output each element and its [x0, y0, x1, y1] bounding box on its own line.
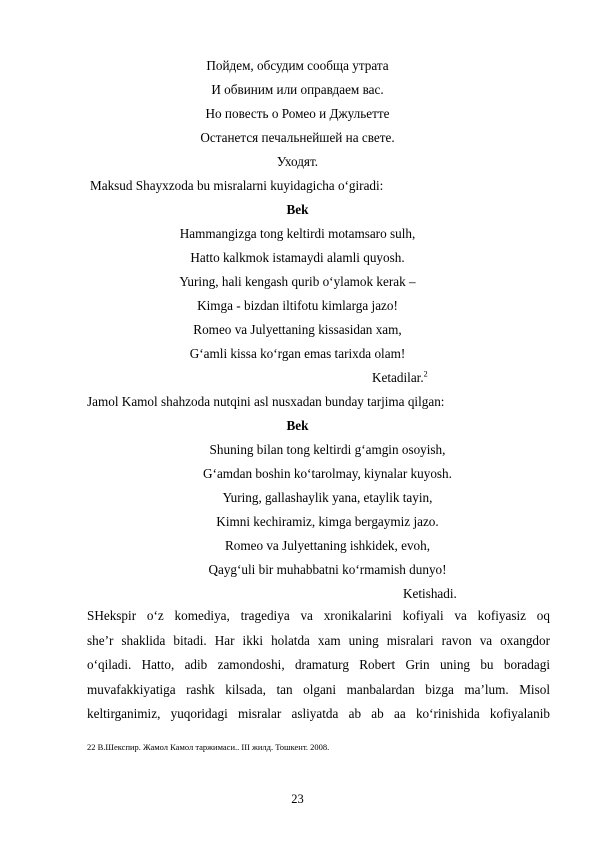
intro-shayxzoda: Maksud Shayxzoda bu misralarni kuyidagicha o‘giradi: — [90, 178, 384, 193]
verse-sh-line-5: Romeo va Julyettaning kissasidan xam, — [193, 322, 402, 337]
footnote-ref: 2 — [423, 369, 428, 379]
stage-direction-1-text: Ketadilar. — [372, 370, 424, 385]
page-number: 23 — [291, 792, 304, 806]
body-paragraph — [87, 604, 550, 727]
verse-jk-line-4: Kimni kechiramiz, kimga bergaymiz jazo. — [216, 514, 439, 529]
verse-ru-line-3: Но повесть о Ромео и Джульетте — [205, 106, 390, 121]
footnote: 22 В.Шекспир. Жамол Камол таржимаси.. III жилд. Тошкент. 2008. — [87, 742, 330, 752]
paragraph-line-3: o‘qiladi. Hatto, adib zamondoshi, dramaturg Robert Grin uning bu boradagi — [87, 657, 550, 673]
paragraph-line-4: muvafakkiyatiga rashk kilsada, tan olgani manbalardan bizga ma’lum. Misol — [87, 681, 550, 697]
verse-sh-line-1: Hammangizga tong keltirdi motamsaro sulh, — [179, 226, 416, 241]
verse-sh-line-4: Kimga - bizdan iltifotu kimlarga jazo! — [197, 298, 398, 313]
paragraph-line-5: keltirganimiz, yuqoridagi misralar asliyatda ab ab aa ko‘rinishida kofiyalanib — [87, 706, 550, 722]
verse-ru-line-1: Пойдем, обсудим сообща утрата — [206, 58, 389, 73]
verse-ru-line-4: Останется печальнейшей на свете. — [200, 130, 395, 145]
verse-jk-line-2: G‘amdan boshin ko‘tarolmay, kiynalar kuyosh. — [203, 466, 452, 481]
stage-direction-2: Ketishadi. — [403, 586, 457, 601]
verse-jk-line-6: Qayg‘uli bir muhabbatni ko‘rmamish dunyo! — [208, 562, 447, 577]
verse-ru-line-2: И обвиним или оправдаем вас. — [211, 82, 384, 97]
stage-direction-1 — [372, 370, 428, 386]
verse-jk-line-5: Romeo va Julyettaning ishkidek, evoh, — [224, 538, 431, 553]
verse-sh-line-2: Hatto kalkmok istamaydi alamli quyosh. — [190, 250, 405, 265]
speaker-heading-1: Bek — [286, 202, 309, 217]
verse-jk-line-3: Yuring, gallashaylik yana, etaylik tayin, — [222, 490, 433, 505]
speaker-heading-2: Bek — [286, 418, 309, 433]
verse-sh-line-3: Yuring, hali kengash qurib o‘ylamok kerak – — [179, 274, 416, 289]
paragraph-line-2: she’r shaklida bitadi. Har ikki holatda xam uning misralari ravon va oxangdor — [87, 632, 550, 648]
verse-sh-line-6: G‘amli kissa ko‘rgan emas tarixda olam! — [189, 346, 406, 361]
paragraph-line-1: SHekspir o‘z komediya, tragediya va xronikalarini kofiyali va kofiyasiz oq — [87, 608, 550, 623]
intro-kamol: Jamol Kamol shahzoda nutqini asl nusxadan bunday tarjima qilgan: — [87, 394, 445, 409]
stage-direction-ru: Уходят. — [276, 154, 319, 169]
verse-jk-line-1: Shuning bilan tong keltirdi g‘amgin osoyish, — [209, 442, 446, 457]
